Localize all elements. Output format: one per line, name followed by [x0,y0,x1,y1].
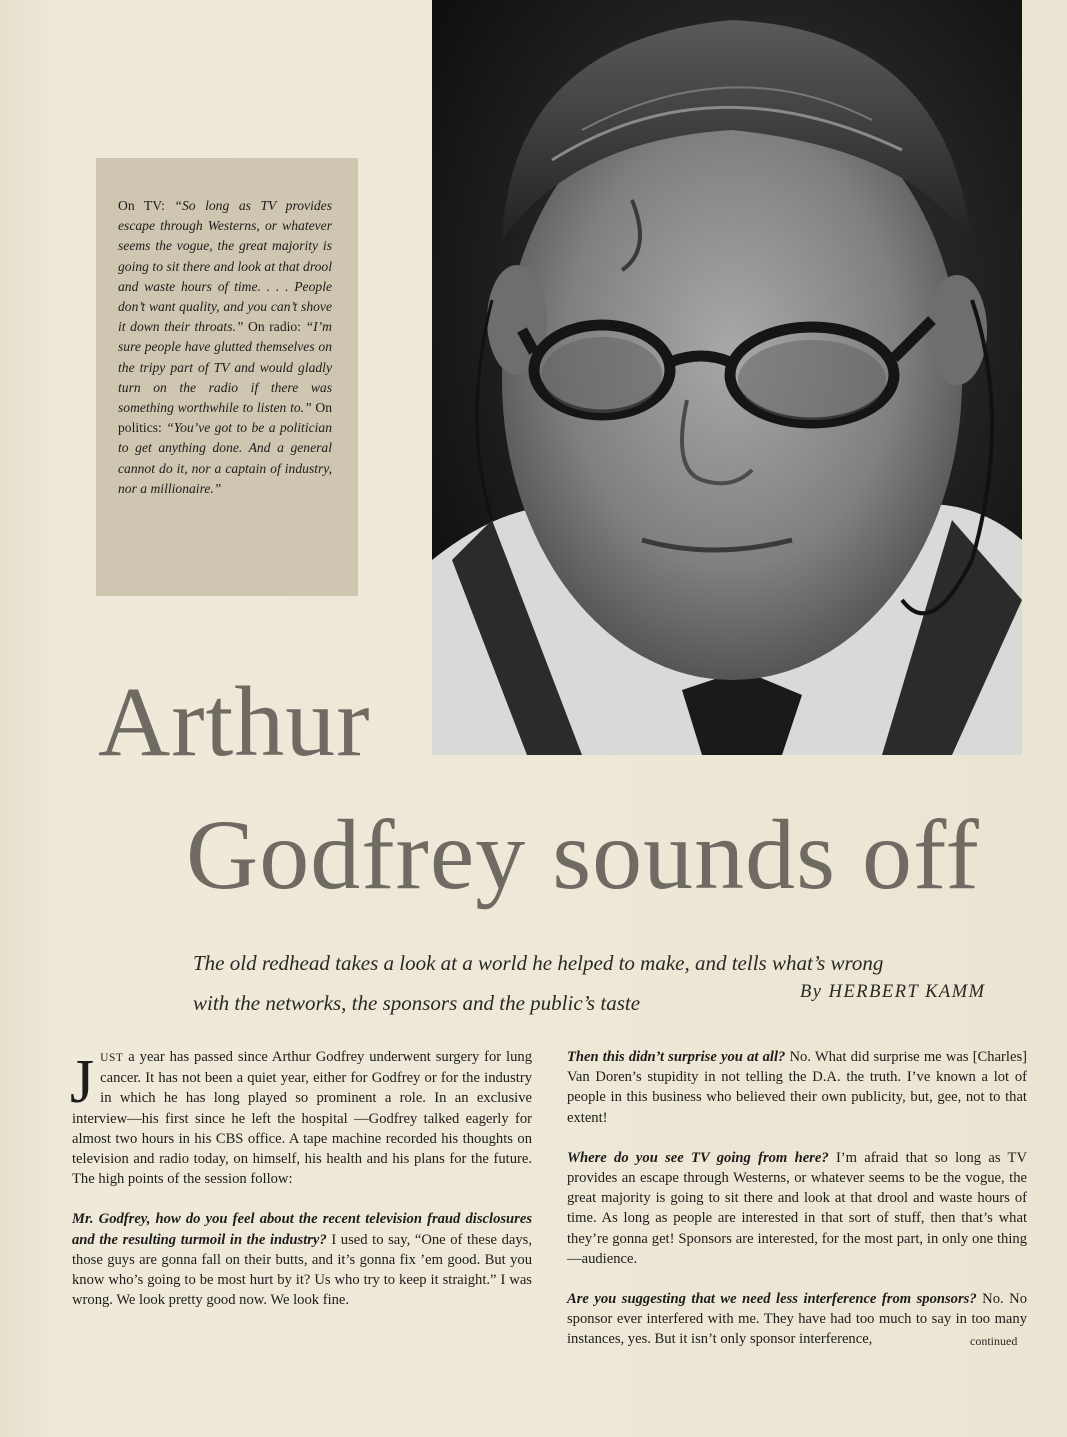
deck-line-2: with the networks, the sponsors and the public’s taste [193,991,641,1015]
sidebar-quote-politics: “You’ve got to be a politician to get anything done. And a general cannot do it, nor a captain of industry, nor a millionaire.” [118,420,332,496]
qa-block-3 [567,1148,1027,1269]
article-column-left [72,1047,532,1330]
qa-block-2 [567,1047,1027,1128]
qa-block-1 [72,1209,532,1310]
article-column-right [567,1047,1027,1370]
drop-cap: J [70,1048,95,1116]
intro-text: a year has passed since Arthur Godfrey underwent surgery for lung cancer. It has not been a quiet year, either for Godfrey or for the industry in which he has long played so prominent a role. In an exclusive interview—his first since he left the hospital —Godfrey talked eagerly for almost two hours in his CBS office. A tape machine recorded his thoughts on television and radio today, on himself, his health and his plans for the future. The high points of the session follow: [72,1049,532,1188]
answer-3: I’m afraid that so long as TV provides an escape through Westerns, or whatever seems to be the vogue, the great majority is going to sit there and look at that drool and waste hours of time. As long as people are interested in that sort of stuff, then that’s what they’re gonna get! Sponsors are interested, for the most part, in only one thing—audience. [567,1149,1027,1267]
headline-line-1: Arthur [98,666,371,777]
question-1: Mr. Godfrey, how do you feel about the recent television fraud disclosures and the resulting turmoil in the industry? [72,1211,532,1248]
sidebar-text [118,196,332,499]
qa-block-4 [567,1289,1027,1350]
sidebar-quote-radio: “I’m sure people have glutted themselves on the tripy part of TV and would gladly turn on the radio if there was something worthwhile to listen to.” [118,319,332,416]
intro-smallcaps: UST [100,1052,124,1064]
answer-1: I used to say, “One of these days, those guys are gonna fall on their butts, and it’s gonna fix ’em good. But you know who’s going to be most hurt by it? Us who try to keep it straight.” I was wrong. We look pretty good now. We look fine. [72,1231,532,1309]
portrait-photo [432,0,1022,755]
answer-2: No. What did surprise me was [Charles] Van Doren’s stupidity in not telling the D.A. the truth. I’ve known a lot of people in this business who believed their own publicity, but, gee, not to that extent! [567,1049,1027,1126]
headline-line-2: Godfrey sounds off [186,799,980,910]
question-2: Then this didn’t surprise you at all? [567,1049,786,1065]
answer-4: No. No sponsor ever interfered with me. They have had too much to say in too many instances, yes. But it isn’t only sponsor interference, [567,1291,1027,1348]
continued-label: continued [970,1334,1018,1348]
byline: By HERBERT KAMM [800,982,986,1002]
sidebar-lead-tv: On TV: [118,198,175,213]
sidebar-lead-politics: On politics: [118,400,332,436]
deck-line-1: The old redhead takes a look at a world he helped to make, and tells what’s wrong [193,951,884,975]
sidebar-quote-tv: “So long as TV provides escape through Westerns, or whatever seems the vogue, the great majority is going to sit there and look at that drool and waste hours of time. . . . People don’t want quality, and you can’t shove it down their throats.” [118,198,332,335]
question-3: Where do you see TV going from here? [567,1149,829,1166]
sidebar-lead-radio: On radio: [243,319,306,335]
pull-quote-sidebar [96,158,358,596]
question-4: Are you suggesting that we need less interference from sponsors? [567,1291,977,1308]
article-intro [72,1047,532,1189]
